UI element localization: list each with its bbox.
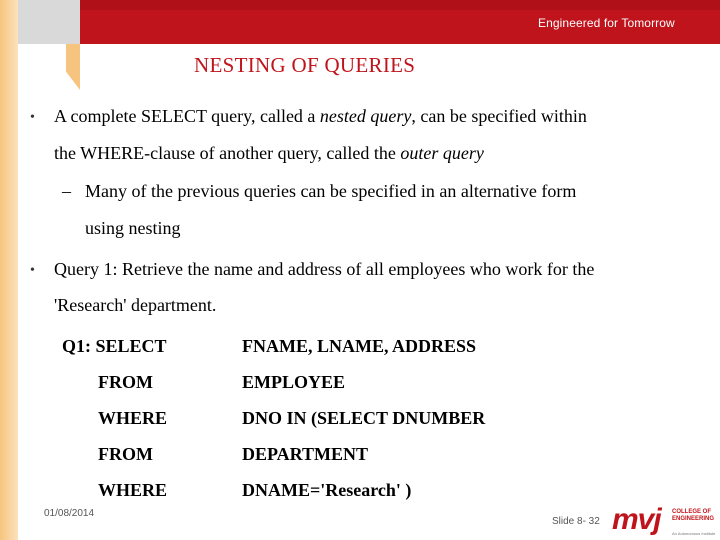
slide-title: NESTING OF QUERIES xyxy=(194,53,416,77)
sub-bullet-line-2: using nesting xyxy=(85,218,181,238)
query-keyword: WHERE xyxy=(98,480,168,500)
query-value: DNO IN (SELECT DNUMBER xyxy=(242,408,486,428)
left-decorative-band xyxy=(0,0,18,540)
footer-date: 01/08/2014 xyxy=(44,508,95,519)
query-value: EMPLOYEE xyxy=(242,372,346,392)
bullet-2-line-2: 'Research' department. xyxy=(54,295,217,315)
bullet-2-line-1: Query 1: Retrieve the name and address of all employees who work for the xyxy=(54,259,595,279)
query-keyword: Q1: SELECT xyxy=(62,336,167,356)
query-value: FNAME, LNAME, ADDRESS xyxy=(242,336,477,356)
query-value: DEPARTMENT xyxy=(242,444,369,464)
text-run: , can be specified within xyxy=(411,106,587,126)
query-value: DNAME='Research' ) xyxy=(242,480,412,500)
sub-bullet-dash: – xyxy=(62,181,71,201)
text-run: the WHERE-clause of another query, called the xyxy=(54,143,401,163)
query-keyword: FROM xyxy=(98,372,153,392)
text-emphasis: nested query xyxy=(319,106,412,126)
bullet-dot: • xyxy=(30,263,35,278)
logo-text: mvj xyxy=(612,503,661,536)
logo-college: COLLEGE OF ENGINEERING xyxy=(672,509,715,522)
slide-number: Slide 8- 32 xyxy=(552,516,600,527)
college-logo xyxy=(612,503,718,539)
sub-bullet-line-1: Many of the previous queries can be specified in an alternative form xyxy=(85,181,577,201)
header-orange-notch xyxy=(66,44,80,90)
bullet-dot: • xyxy=(30,110,35,125)
query-keyword: WHERE xyxy=(98,408,168,428)
text-run: A complete SELECT query, called a xyxy=(54,106,320,126)
logo-subtitle: An Autonomous Institute xyxy=(672,531,716,536)
query-keyword: FROM xyxy=(98,444,153,464)
bullet-1-line-2 xyxy=(54,143,484,164)
text-emphasis: outer query xyxy=(400,143,484,163)
bullet-1-line-1 xyxy=(54,106,587,127)
header-tagline: Engineered for Tomorrow xyxy=(538,16,675,30)
header-grey-block xyxy=(18,0,80,44)
header-red-top xyxy=(80,0,720,10)
